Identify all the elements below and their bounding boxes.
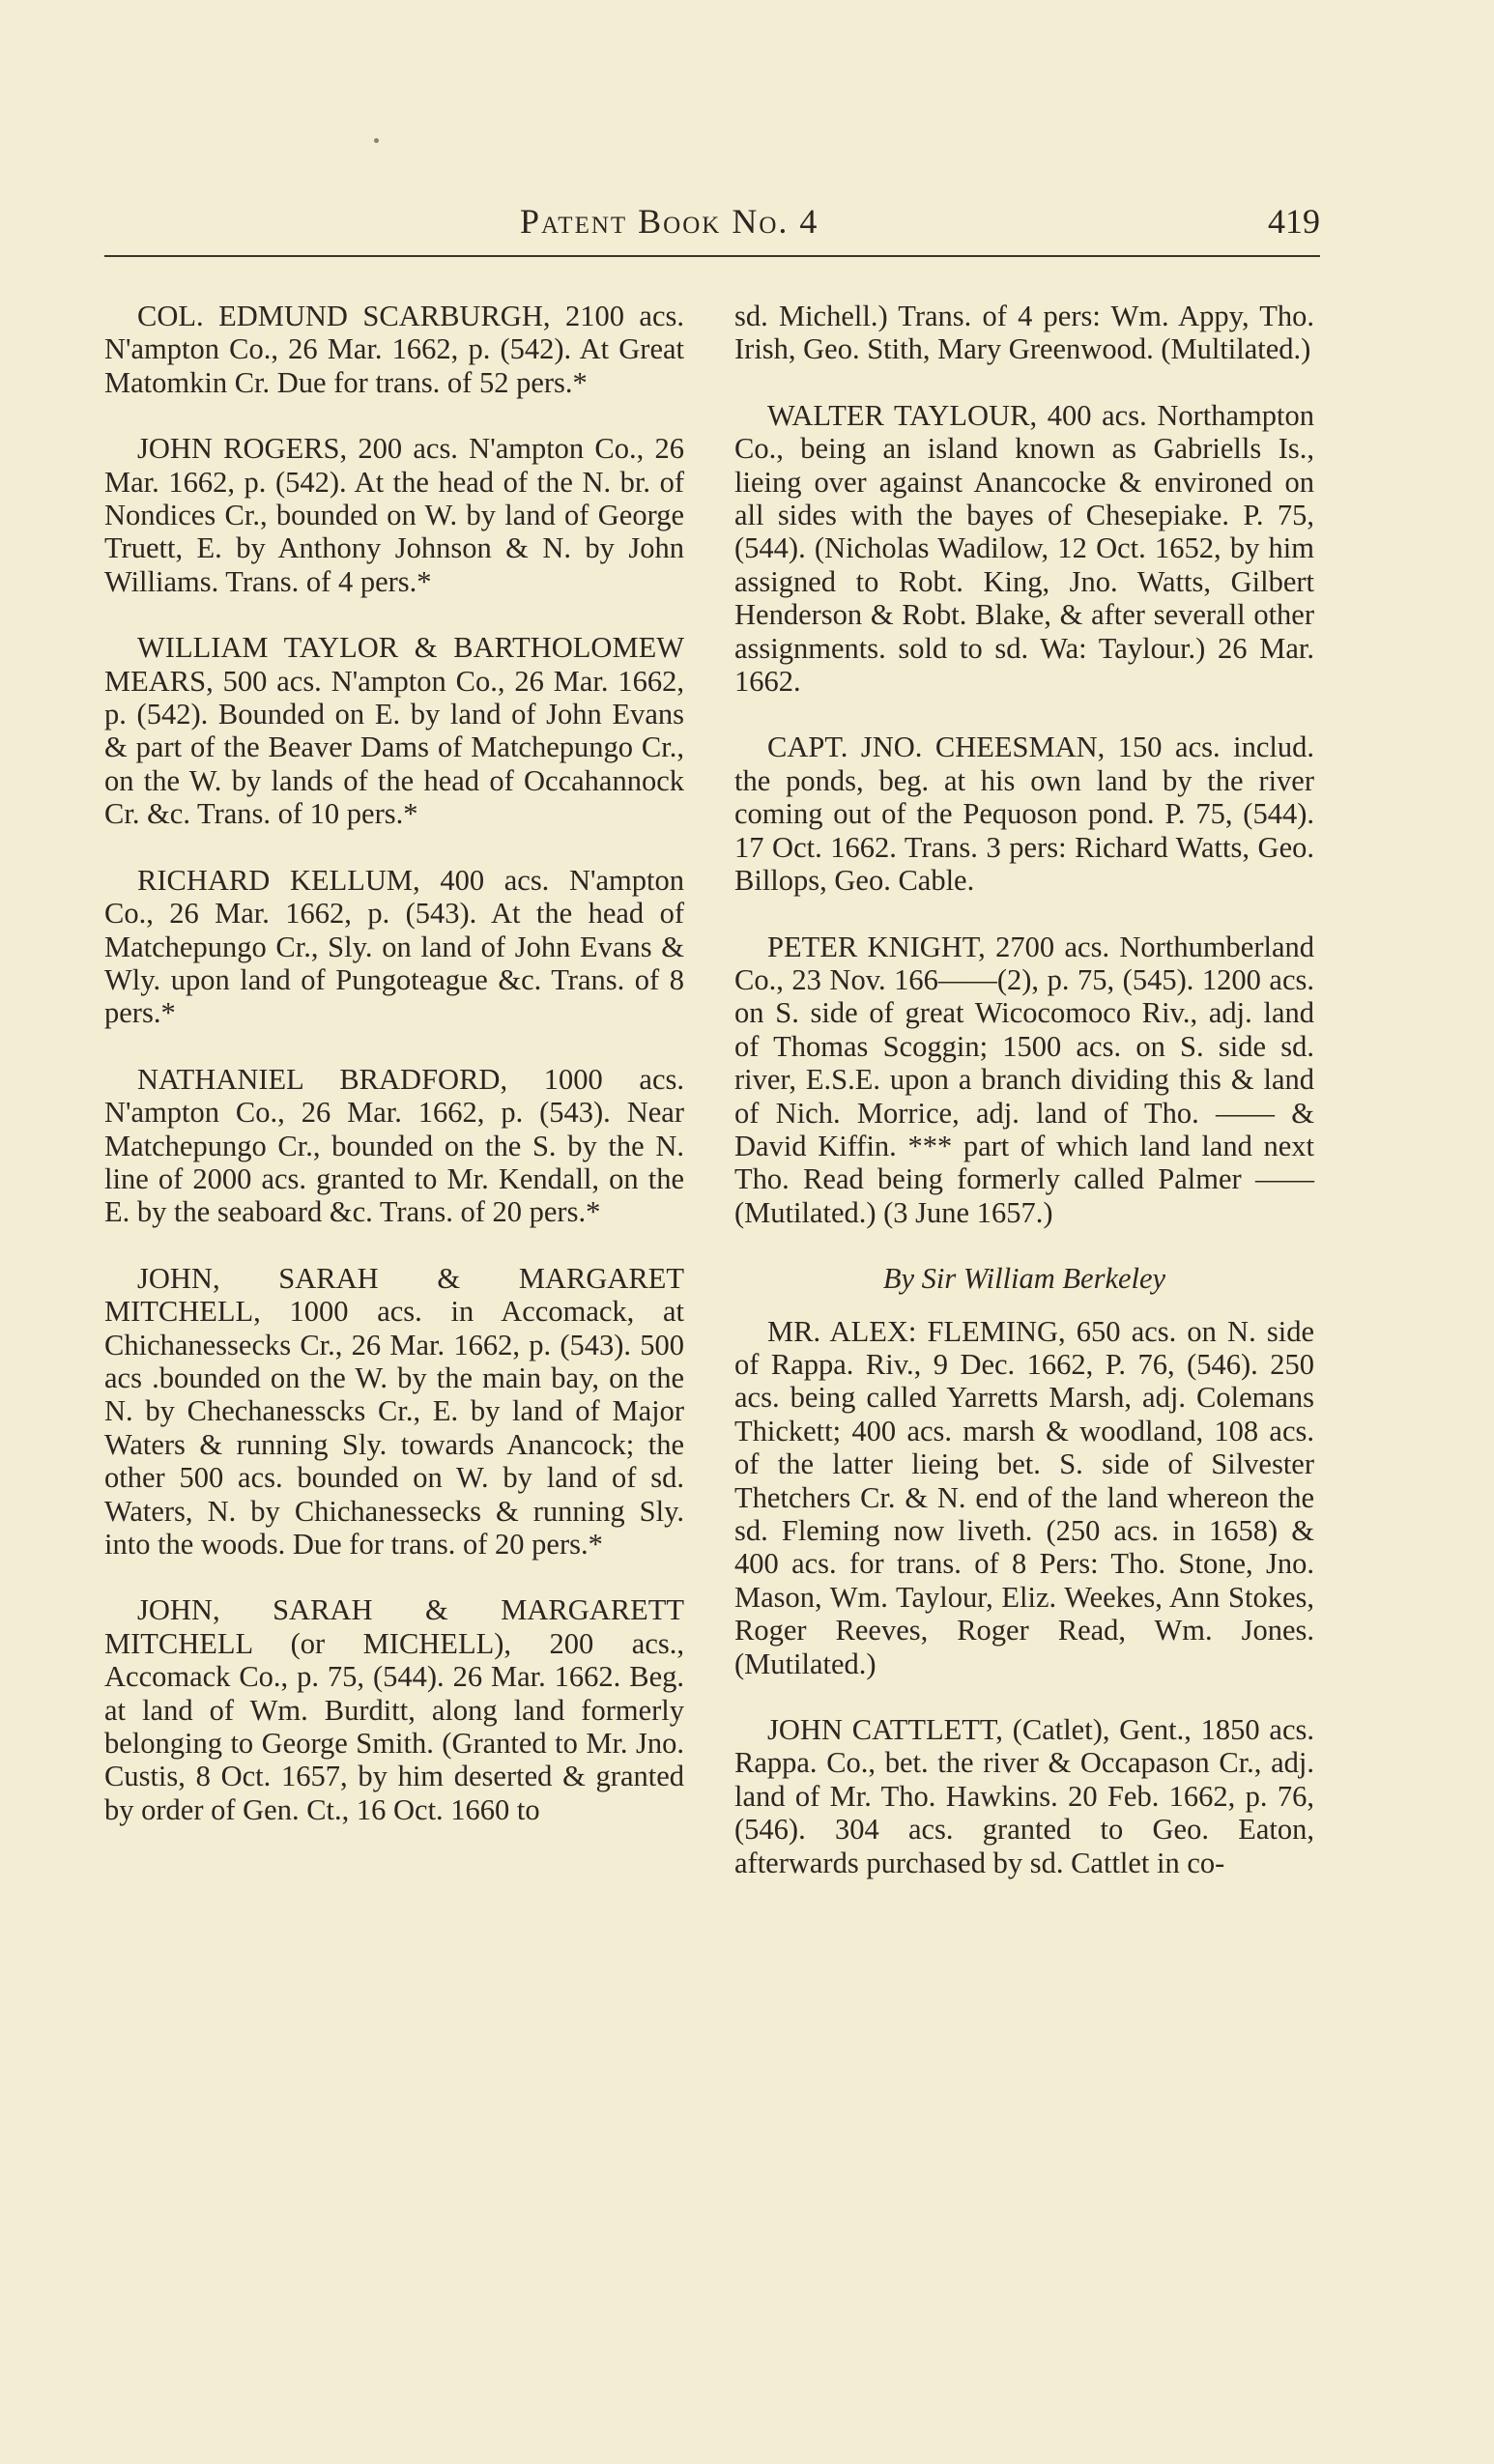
right-column (734, 300, 1314, 1912)
section-byline: By Sir William Berkeley (882, 1262, 1166, 1296)
running-head (104, 201, 1320, 245)
entry-cattlett: JOHN CATTLETT, (Catlet), Gent., 1850 acs. Rappa. Co., bet. the river & Occapason Cr., adj. land of Mr. Tho. Hawkins. 20 Feb. 1662, p. 76, (546). 304 acs. granted to Geo. Eaton, afterwards purchased by sd. Cattlet in co- (734, 1713, 1314, 1879)
entry-taylor-mears: WILLIAM TAYLOR & BARTHOLOMEW MEARS, 500 acs. N'ampton Co., 26 Mar. 1662, p. (542). Bounded on E. by land of John Evans & part of the Beaver Dams of Matchepungo Cr., on the W. by lands of the head of Occahannock Cr. &c. Trans. of 10 pers.* (104, 631, 684, 831)
entry-knight: PETER KNIGHT, 2700 acs. Northumberland Co., 23 Nov. 166——(2), p. 75, (545). 1200 acs. on S. side of great Wicocomoco Riv., adj. land of Thomas Scoggin; 1500 acs. on S. side sd. river, E.S.E. upon a branch dividing this & land of Nich. Morrice, adj. land of Tho. —— & David Kiffin. *** part of which land land next Tho. Read being formerly called Palmer —— (Mutilated.) (3 June 1657.) (734, 930, 1314, 1229)
entry-mitchell-200: JOHN, SARAH & MARGARETT MITCHELL (or MICHELL), 200 acs., Accomack Co., p. 75, (544). 26 Mar. 1662. Beg. at land of Wm. Burditt, along land formerly belonging to George Smith. (Granted to Mr. Jno. Custis, 8 Oct. 1657, by him deserted & granted by order of Gen. Ct., 16 Oct. 1660 to (104, 1593, 684, 1826)
entry-fleming: MR. ALEX: FLEMING, 650 acs. on N. side of Rappa. Riv., 9 Dec. 1662, P. 76, (546). 250 acs. being called Yarretts Marsh, adj. Colemans Thickett; 400 acs. marsh & woodland, 108 acs. of the latter lieing bet. S. side of Silvester Thetchers Cr. & N. end of the land whereon the sd. Fleming now liveth. (250 acs. in 1658) & 400 acs. for trans. of 8 Pers: Tho. Stone, Jno. Mason, Wm. Taylour, Eliz. Weekes, Ann Stokes, Roger Reeves, Roger Read, Wm. Jones. (Mutilated.) (734, 1314, 1314, 1680)
entry-kellum: RICHARD KELLUM, 400 acs. N'ampton Co., 26 Mar. 1662, p. (543). At the head of Matchepungo Cr., Sly. on land of John Evans & Wly. upon land of Pungoteague &c. Trans. of 8 pers.* (104, 863, 684, 1030)
entry-continuation: sd. Michell.) Trans. of 4 pers: Wm. Appy, Tho. Irish, Geo. Stith, Mary Greenwood. (Multilated.) (734, 300, 1314, 366)
entry-cheesman: CAPT. JNO. CHEESMAN, 150 acs. includ. the ponds, beg. at his own land by the river coming out of the Pequoson pond. P. 75, (544). 17 Oct. 1662. Trans. 3 pers: Richard Watts, Geo. Billops, Geo. Cable. (734, 731, 1314, 898)
running-title: Patent Book No. 4 (520, 202, 819, 241)
entry-rogers: JOHN ROGERS, 200 acs. N'ampton Co., 26 Mar. 1662, p. (542). At the head of the N. br. of Nondices Cr., bounded on W. by land of George Truett, E. by Anthony Johnson & N. by John Williams. Trans. of 4 pers.* (104, 432, 684, 598)
header-rule (104, 255, 1320, 257)
left-column (104, 300, 684, 1859)
entry-scarburgh: COL. EDMUND SCARBURGH, 2100 acs. N'ampton Co., 26 Mar. 1662, p. (542). At Great Matomkin Cr. Due for trans. of 52 pers.* (104, 300, 684, 399)
ink-speck (374, 138, 379, 143)
entry-bradford: NATHANIEL BRADFORD, 1000 acs. N'ampton Co., 26 Mar. 1662, p. (543). Near Matchepungo Cr., bounded on the S. by the N. line of 2000 acs. granted to Mr. Kendall, on the E. by the seaboard &c. Trans. of 20 pers.* (104, 1062, 684, 1229)
entry-taylour: WALTER TAYLOUR, 400 acs. Northampton Co., being an island known as Gabriells Is., lieing over against Anancocke & environed on all sides with the bayes of Chesepiake. P. 75, (544). (Nicholas Wadilow, 12 Oct. 1652, by him assigned to Robt. King, Jno. Watts, Gilbert Henderson & Robt. Blake, & after severall other assignments. sold to sd. Wa: Taylour.) 26 Mar. 1662. (734, 398, 1314, 699)
page-number: 419 (1268, 202, 1320, 241)
entry-mitchell-1000: JOHN, SARAH & MARGARET MITCHELL, 1000 acs. in Accomack, at Chichanessecks Cr., 26 Mar. 1662, p. (543). 500 acs .bounded on the W. by the main bay, on the N. by Chechanesscks Cr., E. by land of Major Waters & running Sly. towards Anancock; the other 500 acs. bounded on W. by land of sd. Waters, N. by Chichanessecks & running Sly. into the woods. Due for trans. of 20 pers.* (104, 1261, 684, 1561)
